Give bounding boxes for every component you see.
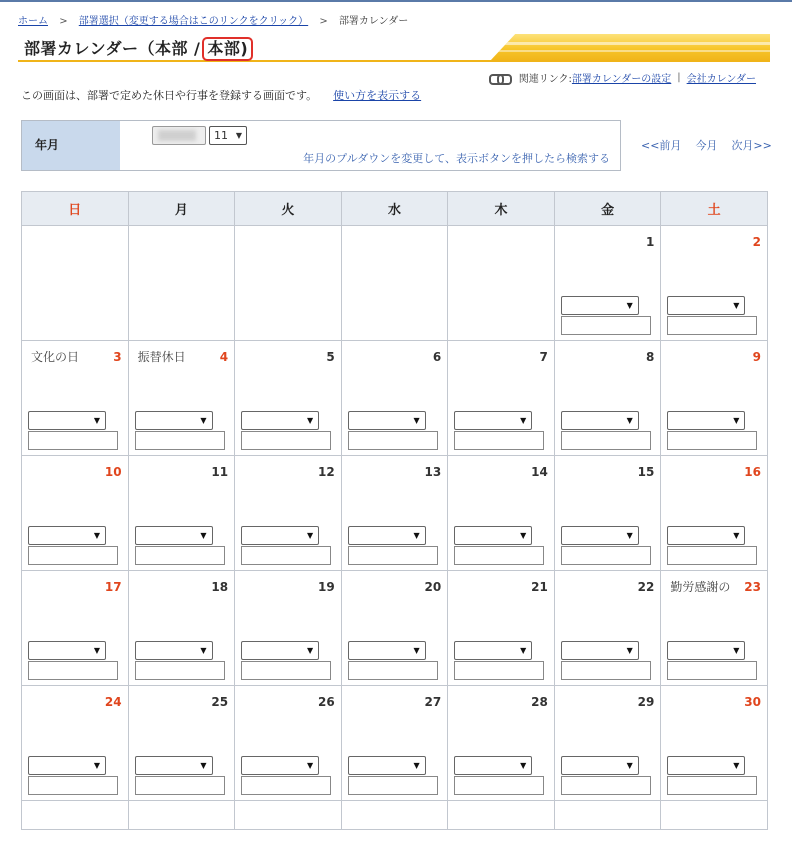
- intro-text: この画面は、部署で定めた休日や行事を登録する画面です。: [21, 89, 318, 102]
- weekday-header-row: [22, 192, 768, 226]
- day-type-select[interactable]: [561, 526, 639, 545]
- day-type-select[interactable]: [348, 756, 426, 775]
- link-chain-icon: [489, 73, 511, 83]
- day-note-input[interactable]: [28, 776, 118, 795]
- day-note-input[interactable]: [667, 431, 757, 450]
- day-number: 10: [104, 465, 122, 479]
- title-decoration: [490, 34, 770, 61]
- chevron-down-icon: ▼: [93, 761, 100, 770]
- day-number: 26: [317, 695, 335, 709]
- weekday-header: 土: [661, 192, 768, 226]
- chevron-down-icon: ▼: [200, 646, 207, 655]
- calendar-day-cell: [22, 686, 129, 801]
- year-month-label: 年月: [22, 121, 120, 170]
- day-number: 4: [219, 350, 229, 364]
- day-type-select[interactable]: [454, 756, 532, 775]
- chevron-down-icon: ▼: [200, 416, 207, 425]
- day-note-input[interactable]: [28, 546, 118, 565]
- day-number: 6: [432, 350, 442, 364]
- day-number: 7: [539, 350, 548, 364]
- weekday-header: 火: [235, 192, 342, 226]
- weekday-header: 月: [128, 192, 235, 226]
- day-note-input[interactable]: [28, 431, 118, 450]
- calendar-day-cell: [341, 456, 448, 571]
- intro: [21, 87, 421, 103]
- chevron-down-icon: ▼: [733, 531, 740, 540]
- breadcrumb-current: 部署カレンダー: [338, 16, 409, 27]
- dept-calendar-settings-link[interactable]: 部署カレンダーの設定: [571, 74, 672, 85]
- day-note-input[interactable]: [348, 661, 438, 680]
- day-note-input[interactable]: [135, 431, 225, 450]
- day-type-select[interactable]: [135, 526, 213, 545]
- day-type-select[interactable]: [561, 411, 639, 430]
- day-number: 1: [646, 235, 655, 249]
- calendar-day-cell: [235, 456, 342, 571]
- day-type-select[interactable]: [28, 641, 106, 660]
- day-type-select[interactable]: [135, 756, 213, 775]
- calendar-day-cell: [448, 686, 555, 801]
- day-type-select[interactable]: [454, 526, 532, 545]
- calendar-day-cell: [235, 686, 342, 801]
- page-title-dept-highlight: 本部): [202, 37, 253, 61]
- calendar-day-cell: [128, 686, 235, 801]
- day-note-input[interactable]: [667, 661, 757, 680]
- calendar-week-row: [22, 456, 768, 571]
- chevron-down-icon: ▼: [413, 646, 420, 655]
- calendar-day-cell: [128, 571, 235, 686]
- calendar-day-cell: [661, 571, 768, 686]
- day-note-input[interactable]: [561, 661, 651, 680]
- chevron-down-icon: ▼: [626, 531, 633, 540]
- year-month-panel: [21, 120, 621, 171]
- day-number: 5: [326, 350, 335, 364]
- day-type-select[interactable]: [667, 411, 745, 430]
- page-title: [24, 36, 253, 61]
- day-type-select[interactable]: [241, 641, 319, 660]
- day-type-select[interactable]: [135, 641, 213, 660]
- day-type-select[interactable]: [348, 411, 426, 430]
- calendar-week-row: [22, 226, 768, 341]
- breadcrumb: [18, 12, 408, 27]
- calendar-day-cell: [554, 686, 661, 801]
- day-type-select[interactable]: [454, 411, 532, 430]
- calendar-day-cell: [448, 341, 555, 456]
- chevron-down-icon: ▼: [200, 531, 207, 540]
- day-number: 21: [531, 580, 548, 594]
- day-note-input[interactable]: [454, 776, 544, 795]
- day-number: 15: [637, 465, 655, 479]
- chevron-down-icon: ▼: [306, 416, 314, 425]
- chevron-down-icon: ▼: [626, 646, 633, 655]
- calendar-day-cell: [235, 341, 342, 456]
- day-number: 13: [424, 465, 442, 479]
- day-note-input[interactable]: [348, 546, 438, 565]
- calendar-day-cell: [661, 801, 768, 830]
- day-note-input[interactable]: [348, 431, 438, 450]
- calendar-day-cell: [661, 456, 768, 571]
- calendar-day-cell: [554, 341, 661, 456]
- calendar-day-cell: [128, 801, 235, 830]
- day-type-select[interactable]: [667, 526, 745, 545]
- chevron-down-icon: ▼: [520, 416, 527, 425]
- day-number: 29: [637, 695, 655, 709]
- breadcrumb-separator: >: [59, 16, 68, 27]
- day-number: 14: [531, 465, 548, 479]
- calendar-day-cell: [22, 341, 129, 456]
- calendar-day-cell: [341, 571, 448, 686]
- calendar-day-cell: [235, 801, 342, 830]
- day-number: 23: [744, 580, 761, 594]
- day-number: 17: [104, 580, 122, 594]
- calendar-day-cell: [661, 686, 768, 801]
- weekday-header: 金: [554, 192, 661, 226]
- chevron-down-icon: ▼: [626, 301, 633, 310]
- chevron-down-icon: ▼: [520, 646, 527, 655]
- day-type-select[interactable]: [241, 756, 319, 775]
- day-note-input[interactable]: [241, 776, 331, 795]
- day-number: 16: [744, 465, 761, 479]
- calendar-day-cell: [448, 456, 555, 571]
- day-note-input[interactable]: [135, 776, 225, 795]
- day-type-select[interactable]: [348, 526, 426, 545]
- calendar-day-cell: [554, 801, 661, 830]
- day-type-select[interactable]: [454, 641, 532, 660]
- day-number: 11: [211, 465, 229, 479]
- calendar-week-row: [22, 341, 768, 456]
- chevron-down-icon: ▼: [93, 531, 100, 540]
- chevron-down-icon: ▼: [306, 646, 314, 655]
- day-number: 3: [113, 350, 122, 364]
- calendar-week-row: [22, 571, 768, 686]
- calendar-day-cell: [22, 226, 129, 341]
- day-type-select[interactable]: [561, 641, 639, 660]
- day-note-input[interactable]: [135, 546, 225, 565]
- calendar-week-row: [22, 686, 768, 801]
- calendar-day-cell: [128, 456, 235, 571]
- breadcrumb-separator: >: [319, 16, 328, 27]
- month-select-value: 11: [214, 129, 228, 142]
- day-number: 25: [211, 695, 229, 709]
- calendar-day-cell: [448, 226, 555, 341]
- related-separator: |: [677, 72, 681, 83]
- related-links: [489, 70, 756, 85]
- day-note-input[interactable]: [348, 776, 438, 795]
- day-note-input[interactable]: [241, 431, 331, 450]
- day-note-input[interactable]: [28, 661, 118, 680]
- day-note-input[interactable]: [561, 431, 651, 450]
- day-number: 30: [744, 695, 761, 709]
- chevron-down-icon: ▼: [413, 531, 420, 540]
- calendar-day-cell: [341, 686, 448, 801]
- day-number: 27: [424, 695, 442, 709]
- this-month-link[interactable]: 今月: [695, 139, 718, 152]
- company-calendar-link[interactable]: 会社カレンダー: [686, 74, 756, 85]
- breadcrumb-home-link[interactable]: ホーム: [18, 16, 48, 27]
- day-note-input[interactable]: [561, 316, 651, 335]
- day-type-select[interactable]: [667, 296, 745, 315]
- year-value-blurred: [158, 130, 196, 141]
- weekday-header: 木: [448, 192, 555, 226]
- calendar-day-cell: [448, 571, 555, 686]
- day-type-select[interactable]: [28, 411, 106, 430]
- chevron-down-icon: ▼: [413, 416, 420, 425]
- day-type-select[interactable]: [28, 526, 106, 545]
- calendar-day-cell: [235, 571, 342, 686]
- year-select[interactable]: [152, 126, 206, 145]
- day-type-select[interactable]: [28, 756, 106, 775]
- day-note-input[interactable]: [454, 661, 544, 680]
- chevron-down-icon: ▼: [520, 761, 527, 770]
- calendar-day-cell: [341, 226, 448, 341]
- day-type-select[interactable]: [348, 641, 426, 660]
- prev-month-link[interactable]: <<前月: [641, 139, 682, 152]
- chevron-down-icon: ▼: [733, 416, 740, 425]
- holiday-name: 振替休日: [137, 350, 186, 364]
- calendar-week-row: [22, 801, 768, 830]
- chevron-down-icon: ▼: [306, 531, 314, 540]
- calendar-day-cell: [554, 226, 661, 341]
- title-bar: [18, 34, 770, 62]
- day-type-select[interactable]: [241, 411, 319, 430]
- day-note-input[interactable]: [667, 776, 757, 795]
- chevron-down-icon: ▼: [306, 761, 314, 770]
- related-links-label: 関連リンク:: [518, 74, 572, 85]
- day-number: 12: [317, 465, 335, 479]
- chevron-down-icon: ▼: [626, 416, 633, 425]
- day-note-input[interactable]: [667, 546, 757, 565]
- chevron-down-icon: ▼: [200, 761, 207, 770]
- day-number: 8: [646, 350, 655, 364]
- day-note-input[interactable]: [561, 776, 651, 795]
- calendar-day-cell: [554, 456, 661, 571]
- calendar-day-cell: [22, 456, 129, 571]
- day-note-input[interactable]: [135, 661, 225, 680]
- calendar-day-cell: [22, 801, 129, 830]
- weekday-header: 水: [341, 192, 448, 226]
- chevron-down-icon: ▼: [733, 646, 740, 655]
- calendar-day-cell: [128, 341, 235, 456]
- month-navigation: [641, 137, 786, 153]
- day-note-input[interactable]: [454, 546, 544, 565]
- year-month-hint: 年月のプルダウンを変更して、表示ボタンを押したら検索する: [303, 152, 610, 165]
- day-note-input[interactable]: [241, 546, 331, 565]
- chevron-down-icon: ▼: [93, 646, 100, 655]
- calendar-day-cell: [448, 801, 555, 830]
- calendar-day-cell: [661, 341, 768, 456]
- day-note-input[interactable]: [454, 431, 544, 450]
- calendar-day-cell: [341, 341, 448, 456]
- day-number: 18: [211, 580, 229, 594]
- calendar-day-cell: [341, 801, 448, 830]
- chevron-down-icon: ▼: [413, 761, 420, 770]
- chevron-down-icon: ▼: [520, 531, 527, 540]
- day-type-select[interactable]: [667, 641, 745, 660]
- holiday-name: 勤労感謝の: [670, 580, 731, 594]
- month-select[interactable]: [209, 126, 247, 145]
- calendar-day-cell: [554, 571, 661, 686]
- day-number: 28: [531, 695, 548, 709]
- day-note-input[interactable]: [561, 546, 651, 565]
- day-type-select[interactable]: [241, 526, 319, 545]
- next-month-link[interactable]: 次月>>: [731, 139, 772, 152]
- page-title-text: 部署カレンダー（本部 /: [24, 39, 201, 58]
- day-number: 22: [637, 580, 655, 594]
- breadcrumb-dept-select-link[interactable]: 部署選択（変更する場合はこのリンクをクリック）: [78, 16, 309, 27]
- day-number: 2: [752, 235, 761, 249]
- chevron-down-icon: ▼: [733, 761, 740, 770]
- day-note-input[interactable]: [667, 316, 757, 335]
- chevron-down-icon: ▼: [733, 301, 740, 310]
- day-note-input[interactable]: [241, 661, 331, 680]
- day-type-select[interactable]: [561, 756, 639, 775]
- day-number: 20: [424, 580, 442, 594]
- calendar-day-cell: [22, 571, 129, 686]
- calendar-table: [21, 191, 768, 830]
- chevron-down-icon: ▼: [626, 761, 633, 770]
- day-type-select[interactable]: [667, 756, 745, 775]
- day-number: 9: [752, 350, 761, 364]
- weekday-header: 日: [22, 192, 129, 226]
- day-type-select[interactable]: [561, 296, 639, 315]
- calendar-day-cell: [235, 226, 342, 341]
- day-number: 19: [317, 580, 335, 594]
- chevron-down-icon: ▼: [235, 131, 242, 140]
- day-number: 24: [104, 695, 122, 709]
- show-howto-link[interactable]: 使い方を表示する: [333, 89, 422, 102]
- calendar-day-cell: [128, 226, 235, 341]
- holiday-name: 文化の日: [31, 350, 80, 364]
- top-border: [0, 0, 792, 2]
- chevron-down-icon: ▼: [93, 416, 100, 425]
- day-type-select[interactable]: [135, 411, 213, 430]
- calendar-day-cell: [661, 226, 768, 341]
